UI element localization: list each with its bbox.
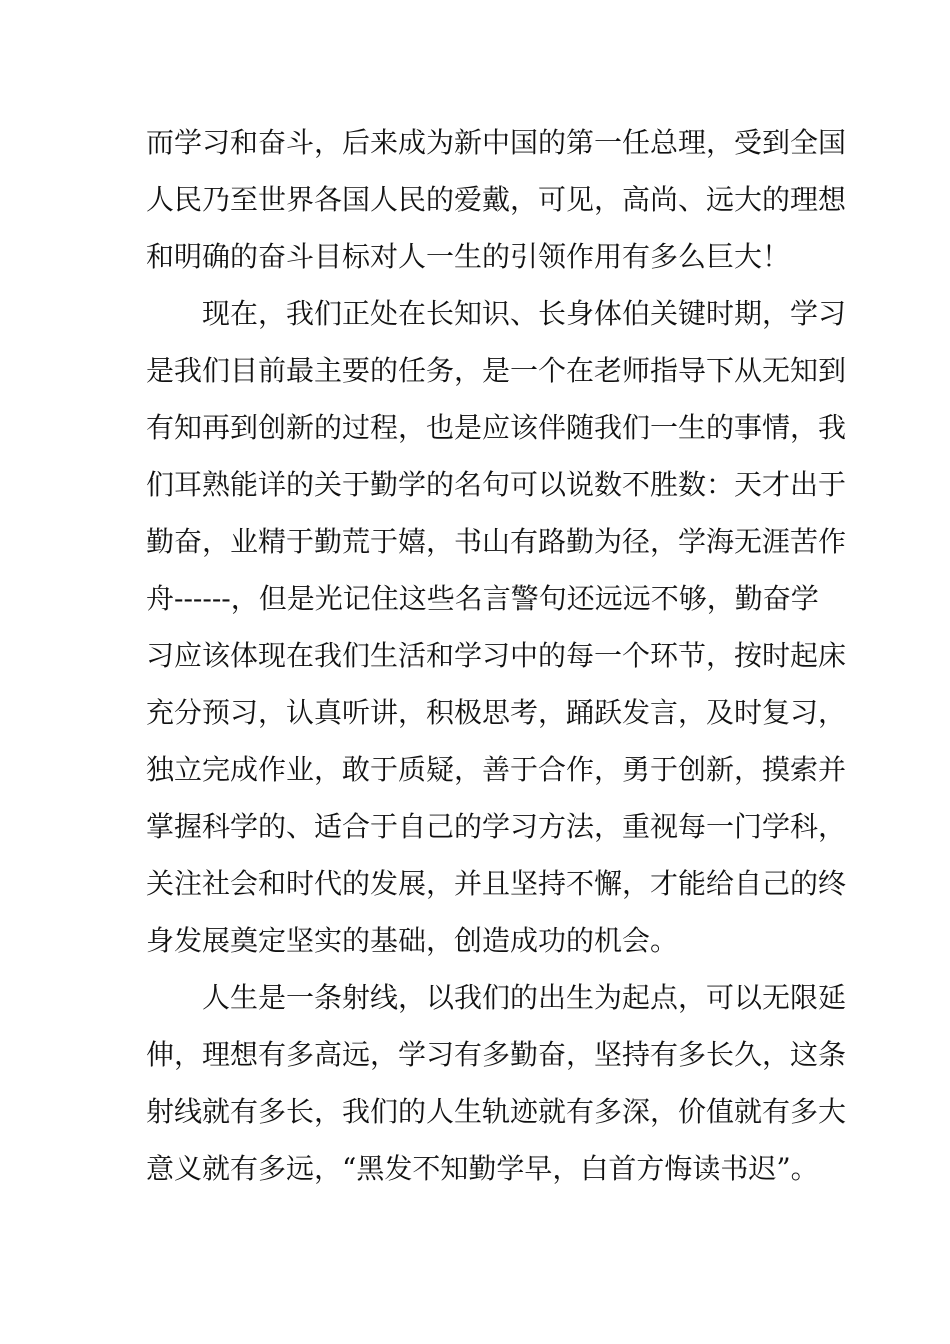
paragraph-first-line: 人生是一条射线，以我们的出生为起点，可以无限延 <box>202 981 847 1014</box>
text-line: 射线就有多长，我们的人生轨迹就有多深，价值就有多大 <box>146 1095 847 1128</box>
text-line: 有知再到创新的过程，也是应该伴随我们一生的事情，我 <box>146 411 847 444</box>
text-line: 们耳熟能详的关于勤学的名句可以说数不胜数：天才出于 <box>146 468 847 501</box>
text-line: 意义就有多远，“黑发不知勤学早，白首方悔读书迟”。 <box>146 1152 819 1185</box>
text-line: 而学习和奋斗，后来成为新中国的第一任总理，受到全国 <box>146 126 847 159</box>
text-line: 人民乃至世界各国人民的爱戴，可见，高尚、远大的理想 <box>146 183 847 216</box>
text-line: 伸，理想有多高远，学习有多勤奋，坚持有多长久，这条 <box>146 1038 847 1071</box>
text-line: 掌握科学的、适合于自己的学习方法，重视每一门学科， <box>146 810 847 843</box>
paragraph-first-line: 现在，我们正处在长知识、长身体伯关键时期，学习 <box>202 297 847 330</box>
text-line: 独立完成作业，敢于质疑，善于合作，勇于创新，摸索并 <box>146 753 847 786</box>
text-line: 身发展奠定坚实的基础，创造成功的机会。 <box>146 924 679 957</box>
text-line: 习应该体现在我们生活和学习中的每一个环节，按时起床 <box>146 639 847 672</box>
text-line: 勤奋，业精于勤荒于嬉，书山有路勤为径，学海无涯苦作 <box>146 525 847 558</box>
text-line: 充分预习，认真听讲，积极思考，踊跃发言，及时复习， <box>146 696 847 729</box>
text-line: 舟------，但是光记住这些名言警句还远远不够，勤奋学 <box>146 582 819 615</box>
text-line: 关注社会和时代的发展，并且坚持不懈，才能给自己的终 <box>146 867 847 900</box>
text-line: 是我们目前最主要的任务，是一个在老师指导下从无知到 <box>146 354 847 387</box>
text-line: 和明确的奋斗目标对人一生的引领作用有多么巨大！ <box>146 240 791 273</box>
